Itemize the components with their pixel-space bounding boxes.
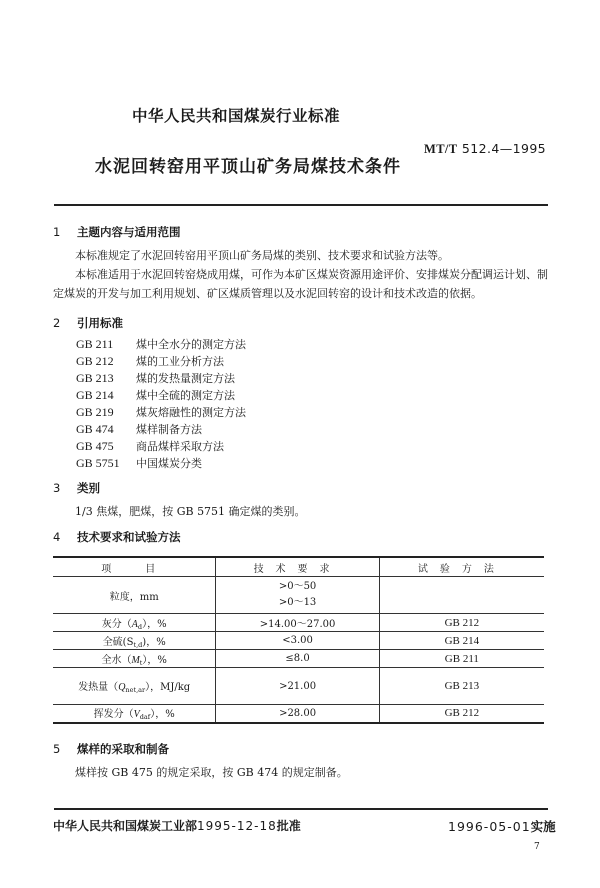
table-row [53,577,544,614]
reference-item: GB 212 煤的工业分析方法 [76,354,224,368]
table-row [53,668,544,705]
standard-code-prefix: MT/T [424,142,458,156]
section-1-para-1: 本标准规定了水泥回转窑用平顶山矿务局煤的类别、技术要求和试验方法等。 [75,249,449,262]
section-1-para-2-cont: 定煤炭的开发与加工利用规划、矿区煤质管理以及水泥回转窑的设计和技术改造的依据。 [53,287,482,300]
table-row [53,705,544,723]
footer-rule [54,808,548,810]
requirement-cell: <3.00 [216,632,379,650]
reference-item: GB 211 煤中全水分的测定方法 [76,337,246,351]
section-1-heading: 1 主题内容与适用范围 [53,225,181,239]
requirement-cell: >28.00 [216,705,379,723]
method-cell: GB 212 [379,705,544,723]
column-header-requirement: 技术要求 [216,557,379,577]
requirement-cell: >0～50 >0～13 [216,577,379,614]
effective-label: 实施 [530,819,556,834]
requirement-cell: >21.00 [216,668,379,705]
approval-label: 批准 [276,819,301,833]
approval-date: 1995-12-18 [197,819,277,833]
column-header-item: 项 目 [53,557,216,577]
section-5-heading: 5 煤样的采取和制备 [53,742,169,756]
table-row [53,614,544,632]
approval-line [53,817,301,834]
org-title: 中华人民共和国煤炭行业标准 [132,107,341,125]
method-cell: GB 213 [379,668,544,705]
item-cell: 粒度，mm [53,577,216,614]
section-1-para-2: 本标准适用于水泥回转窑烧成用煤，可作为本矿区煤炭资源用途评价、安排煤炭分配调运计划、制 [75,268,548,281]
method-cell: GB 214 [379,632,544,650]
approver: 中华人民共和国煤炭工业部 [53,819,198,833]
requirement-cell: >14.00～27.00 [216,614,379,632]
page-number: 7 [534,842,540,852]
requirement-cell: ≤8.0 [216,650,379,668]
table-row [53,650,544,668]
column-header-method: 试验方法 [379,557,544,577]
section-2-heading: 2 引用标准 [53,316,123,330]
reference-item: GB 219 煤灰熔融性的测定方法 [76,405,246,419]
section-3-para: 1/3 焦煤，肥煤，按 GB 5751 确定煤的类别。 [75,505,306,518]
reference-item: GB 213 煤的发热量测定方法 [76,371,235,385]
section-5-para: 煤样按 GB 475 的规定采取，按 GB 474 的规定制备。 [75,766,348,779]
item-cell: 全硫$(S_{t,d})$，% [53,632,216,650]
section-3-heading: 3 类别 [53,481,100,495]
item-cell: 发热量$(Q_{net,ar})$，MJ/kg [53,668,216,705]
table-header-row [53,557,544,577]
item-cell: 全水$(M_t)$，% [53,650,216,668]
standard-code [424,141,546,157]
technical-requirements-table [53,556,544,724]
item-cell: 挥发分$(V_{daf})$，% [53,705,216,723]
document-title: 水泥回转窑用平顶山矿务局煤技术条件 [95,157,401,177]
reference-item: GB 474 煤样制备方法 [76,422,202,436]
effective-line [448,817,556,835]
effective-date: 1996-05-01 [448,819,531,834]
table-row [53,632,544,650]
method-cell: GB 212 [379,614,544,632]
header-rule [54,204,548,206]
reference-item: GB 475 商品煤样采取方法 [76,439,224,453]
item-cell: 灰分$(A_d)$，% [53,614,216,632]
method-cell: GB 211 [379,650,544,668]
standard-code-number: 512.4—1995 [461,141,547,156]
method-cell [379,577,544,614]
section-4-heading: 4 技术要求和试验方法 [53,530,181,544]
reference-item: GB 5751 中国煤炭分类 [76,456,202,470]
reference-item: GB 214 煤中全硫的测定方法 [76,388,235,402]
